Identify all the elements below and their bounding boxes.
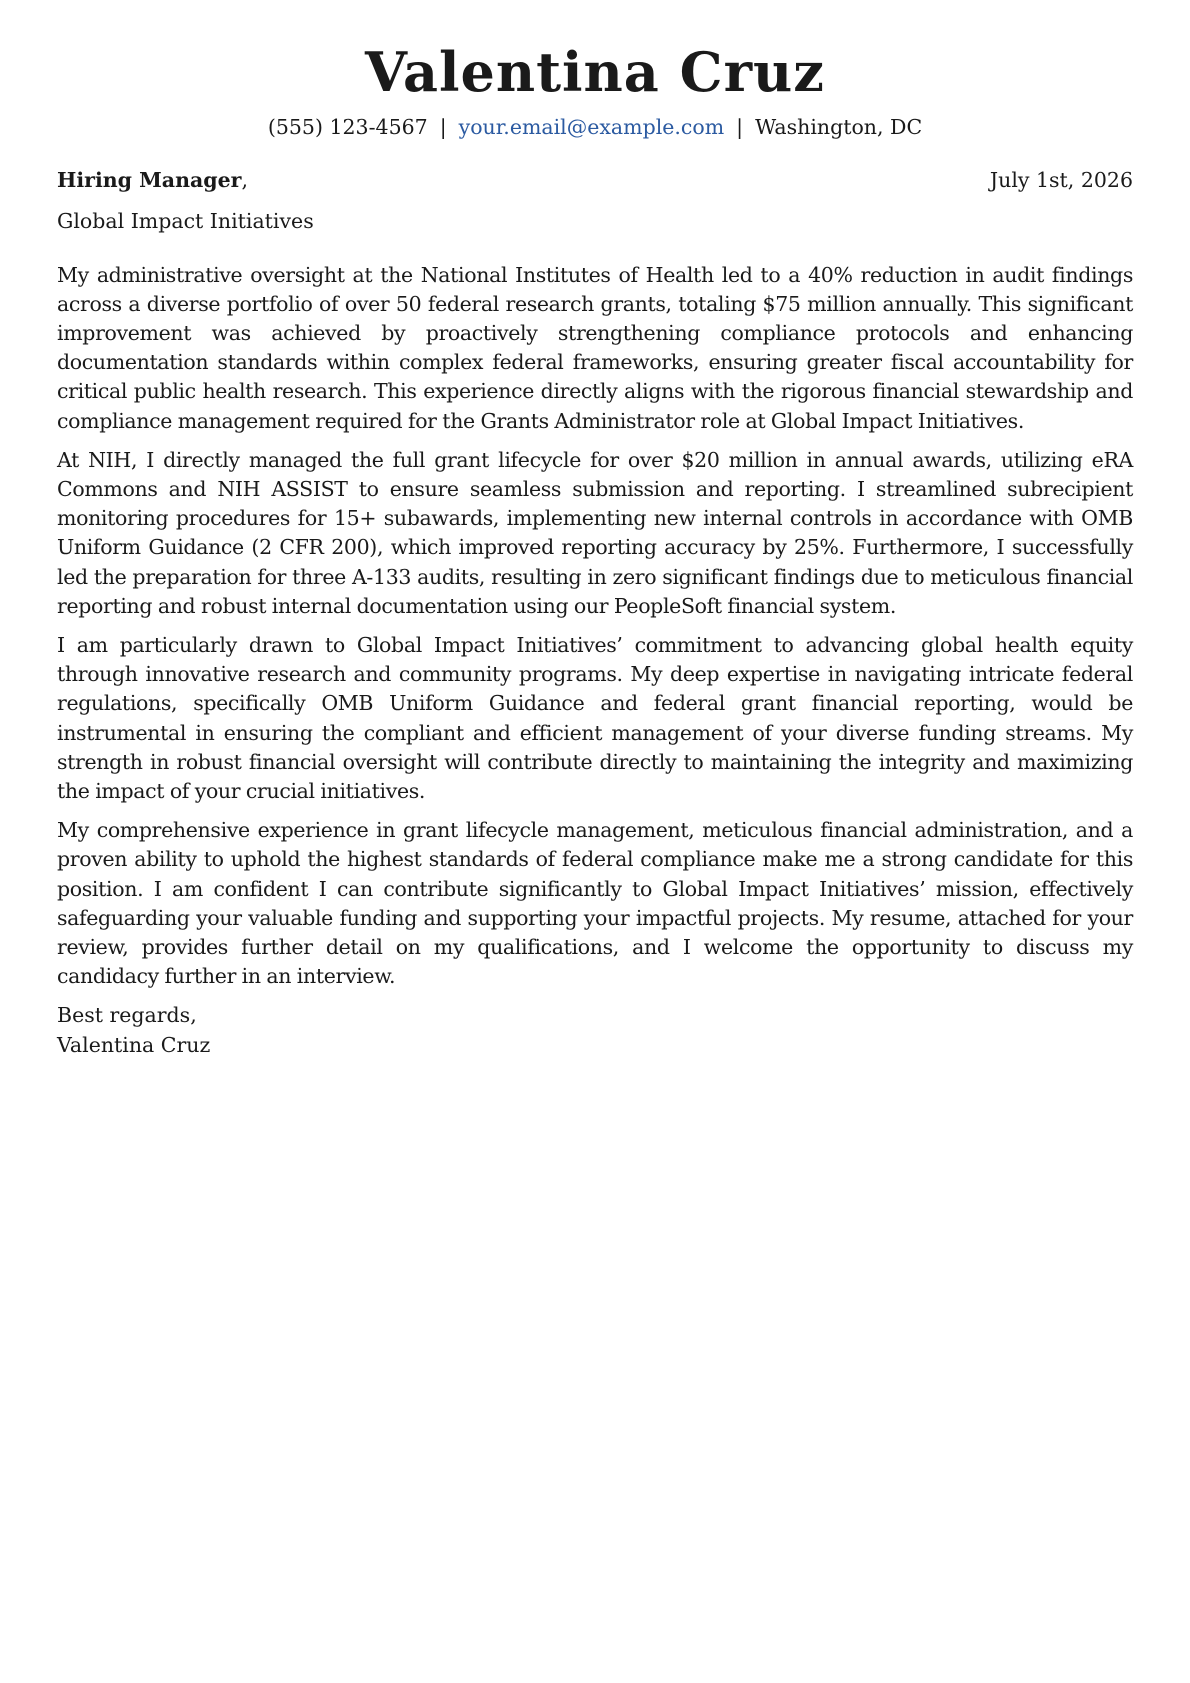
phone-number: (555) 123-4567	[267, 114, 428, 139]
contact-separator: |	[736, 114, 744, 139]
closing-salutation: Best regards,	[57, 1003, 197, 1028]
contact-separator: |	[439, 114, 447, 139]
location: Washington, DC	[755, 114, 923, 139]
body-paragraph: I am particularly drawn to Global Impact Initiatives’ commitment to advancing global health equity through innovative research and community programs. My deep expertise in navigating intricate federal regulations, specifically OMB Uniform Guidance and federal grant financial reporting, would be instrumental in ensuring the compliant and efficient management of your diverse funding streams. My strength in robust financial oversight will contribute directly to maintaining the integrity and maximizing the impact of your crucial initiatives.	[57, 633, 1133, 804]
applicant-name: Valentina Cruz	[365, 40, 825, 104]
letter-closing	[57, 1001, 1133, 1059]
recipient-company: Global Impact Initiatives	[57, 208, 314, 233]
body-paragraph: My administrative oversight at the National Institutes of Health led to a 40% reduction in audit findings across a diverse portfolio of over 50 federal research grants, totaling $75 million annually. This significant improvement was achieved by proactively strengthening compliance protocols and enhancing documentation standards within complex federal frameworks, ensuring greater fiscal accountability for critical public health research. This experience directly aligns with the rigorous financial stewardship and compliance management required for the Grants Administrator role at Global Impact Initiatives.	[57, 262, 1133, 433]
recipient-line	[57, 167, 248, 194]
body-paragraph: My comprehensive experience in grant lifecycle management, meticulous financial administration, and a proven ability to uphold the highest standards of federal compliance make me a strong candidate for this position. I am confident I can contribute significantly to Global Impact Initiatives’ mission, effectively safeguarding your valuable funding and supporting your impactful projects. My resume, attached for your review, provides further detail on my qualifications, and I welcome the opportunity to discuss my candidacy further in an interview.	[57, 818, 1133, 989]
recipient-comma: ,	[241, 168, 248, 193]
body-paragraph: At NIH, I directly managed the full grant lifecycle for over $20 million in annual awards, utilizing eRA Commons and NIH ASSIST to ensure seamless submission and reporting. I streamlined subrecipient monitoring procedures for 15+ subawards, implementing new internal controls in accordance with OMB Uniform Guidance (2 CFR 200), which improved reporting accuracy by 25%. Furthermore, I successfully led the preparation for three A-133 audits, resulting in zero significant findings due to meticulous financial reporting and robust internal documentation using our PeopleSoft financial system.	[57, 447, 1133, 618]
email-link[interactable]: your.email@example.com	[458, 114, 725, 139]
recipient-name: Hiring Manager	[57, 168, 242, 193]
contact-line	[57, 115, 1133, 140]
recipient-date-row	[57, 167, 1133, 194]
letter-date: July 1st, 2026	[989, 168, 1133, 193]
letter-body	[57, 261, 1133, 992]
signature-name: Valentina Cruz	[57, 1032, 211, 1057]
